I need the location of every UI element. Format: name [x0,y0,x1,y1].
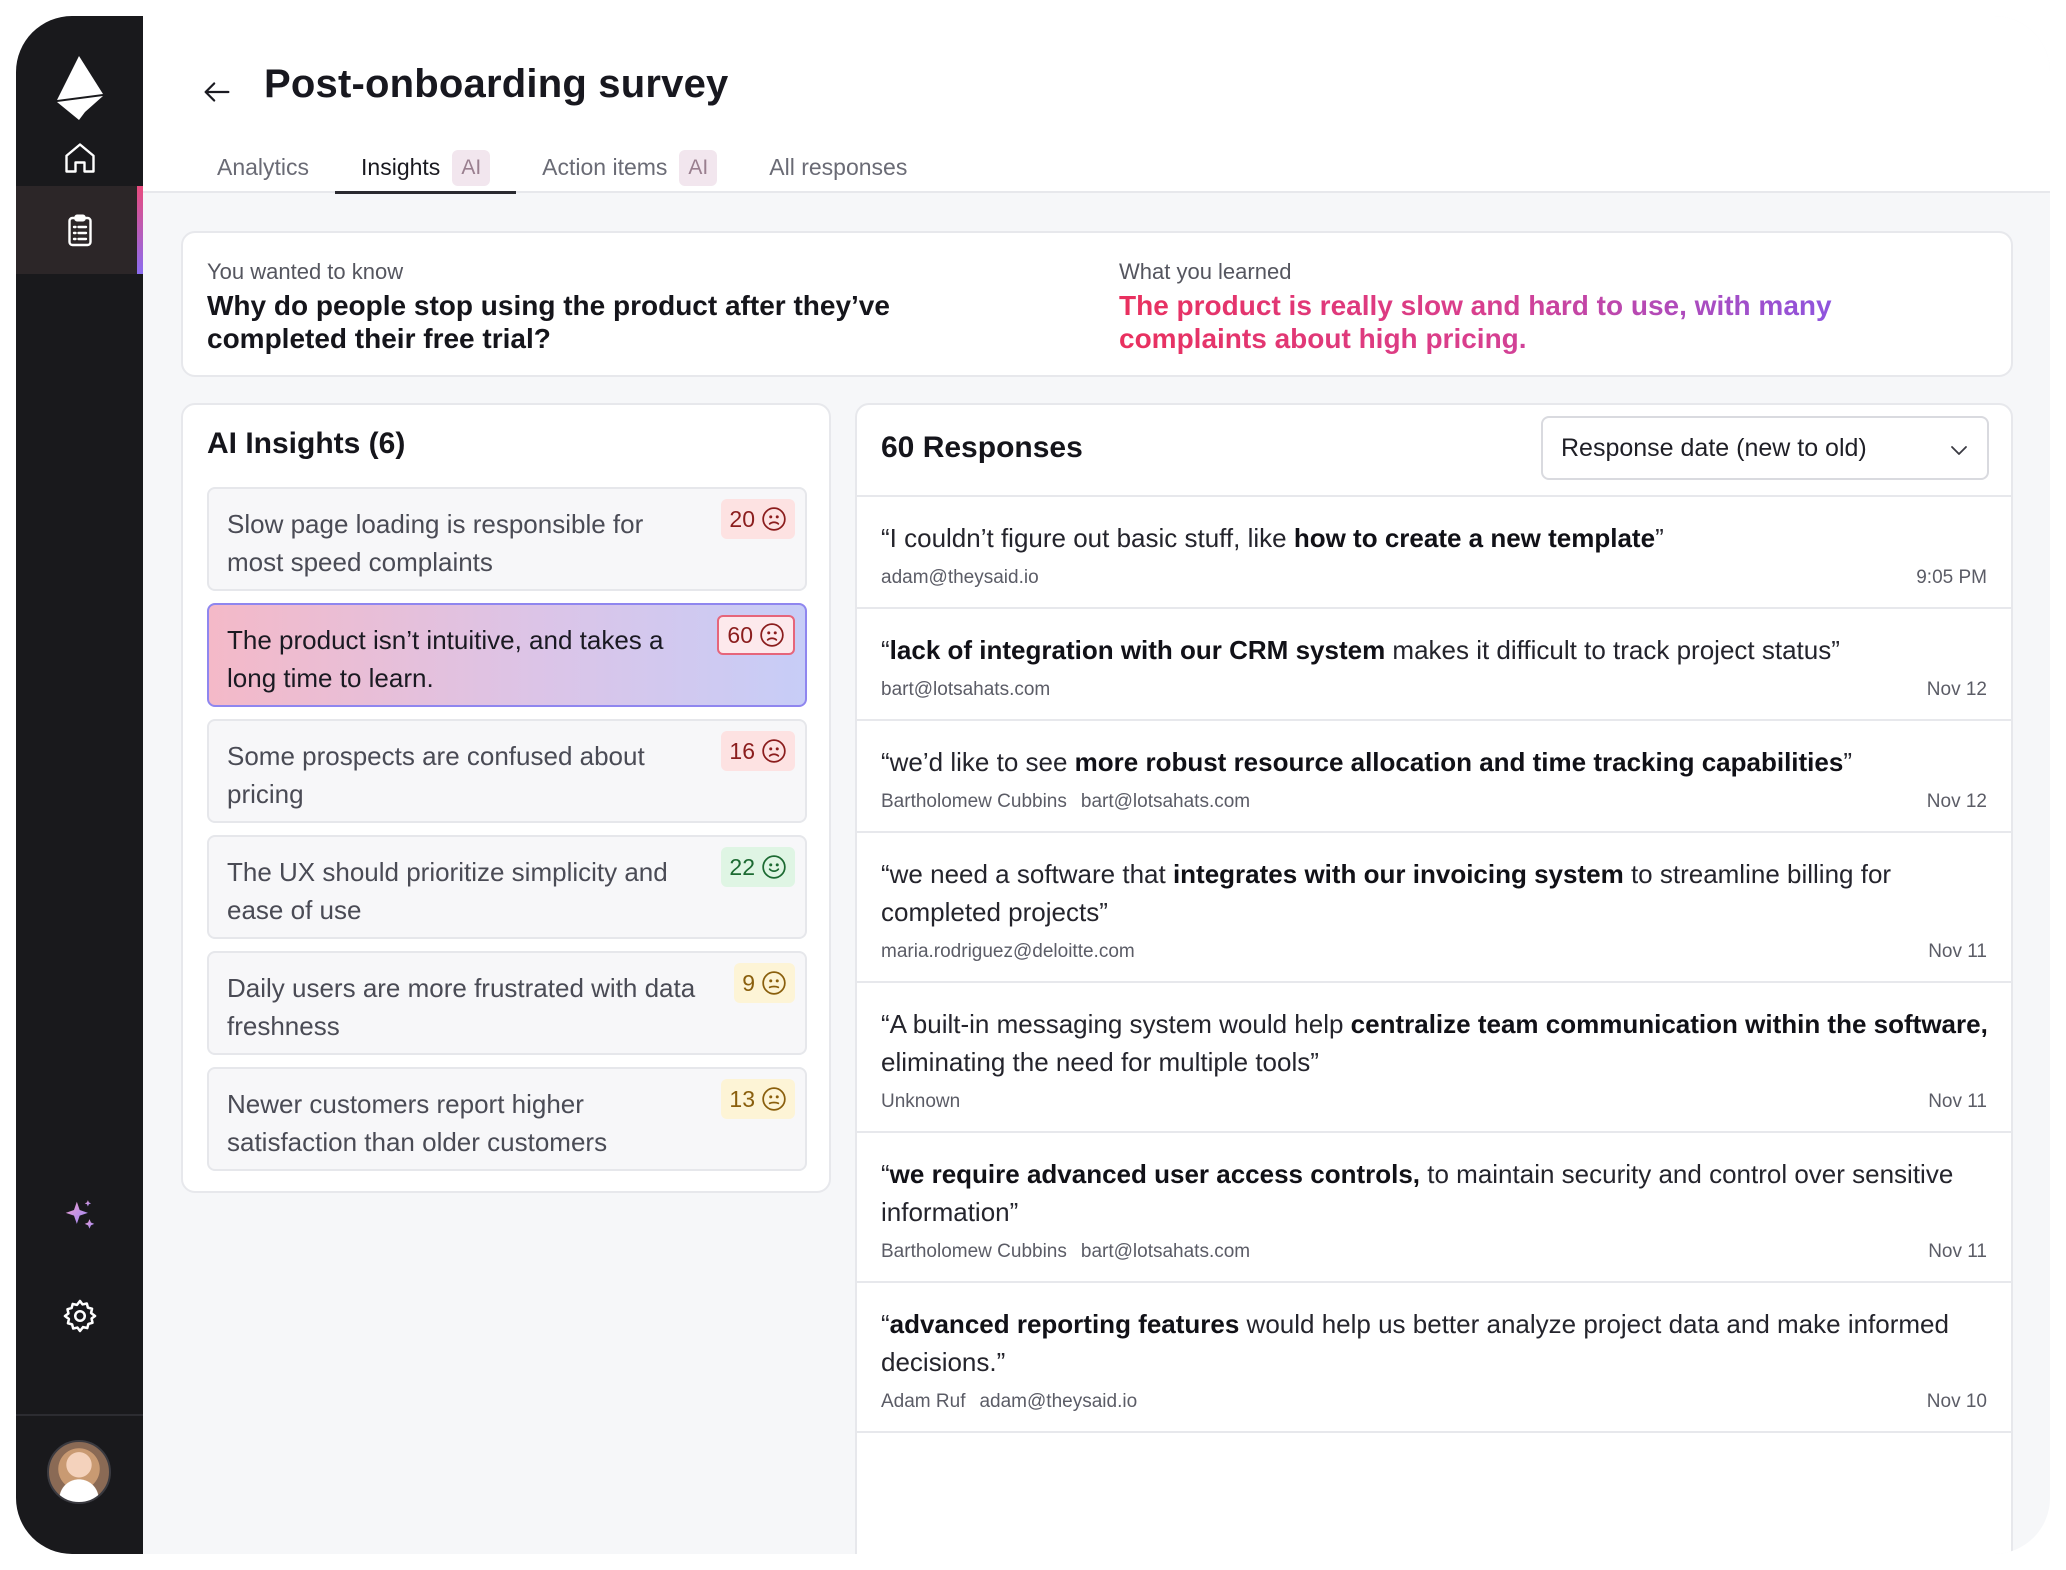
responses-panel [855,403,2013,1554]
response-meta [881,791,1987,831]
insights-title: AI Insights (6) [207,427,406,460]
response-item[interactable] [857,1283,2011,1433]
respondent-email: Unknown [881,1091,961,1112]
insight-item[interactable] [207,487,807,591]
neutral-face-icon [761,1086,787,1112]
insight-text: Some prospects are confused about pricing [227,741,645,809]
response-quote: “we require advanced user access controls, to maintain security and control over sensitive information” [881,1159,1954,1227]
respondent-email: maria.rodriguez@deloitte.com [881,941,1135,962]
header [143,16,2050,193]
tab-label: All responses [769,154,908,180]
tab-all-responses[interactable] [743,138,933,193]
sidebar-divider [16,1414,143,1416]
sad-face-icon [761,506,787,532]
response-date: Nov 10 [1926,1391,1987,1412]
respondent-email: adam@theysaid.io [979,1391,1138,1412]
tab-label: Analytics [217,154,310,180]
main-content [143,16,2050,1554]
response-date: Nov 11 [1928,1241,1987,1262]
insight-item[interactable] [207,835,807,939]
response-date: Nov 11 [1928,1091,1987,1112]
respondent-name: Bartholomew Cubbins [881,1241,1067,1262]
sidebar-item-ai[interactable] [16,1172,143,1260]
response-item[interactable] [857,721,2011,833]
response-item[interactable] [857,833,2011,983]
response-meta [881,1391,1987,1431]
response-quote: “A built-in messaging system would help centralize team communication within the software, eliminating the need for multiple tools” [881,1009,1988,1077]
response-quote: “we need a software that integrates with our invoicing system to streamline billing for completed projects” [881,859,1892,927]
insight-text: Slow page loading is responsible for most speed complaints [227,509,644,577]
gear-icon [61,1297,99,1335]
sad-face-icon [759,622,785,648]
response-meta [881,1241,1987,1281]
insight-count: 20 [729,505,755,532]
insight-count-badge [721,499,795,539]
tab-insights[interactable] [335,138,516,193]
response-meta [881,567,1987,607]
arrow-left-icon [200,75,234,109]
insights-panel [181,403,831,1193]
response-meta [881,1091,1987,1131]
sidebar [16,16,143,1554]
insight-text: The UX should prioritize simplicity and ease of use [227,857,668,925]
insight-item[interactable] [207,951,807,1055]
response-item[interactable] [857,609,2011,721]
respondent-name: Bartholomew Cubbins [881,791,1067,812]
response-meta [881,941,1987,981]
response-date: 9:05 PM [1916,567,1987,588]
insight-count: 60 [727,621,753,648]
response-quote: “we’d like to see more robust resource allocation and time tracking capabilities” [881,747,1852,777]
insight-count-badge [721,847,795,887]
insight-count-badge [721,731,795,771]
insight-count-badge [721,1079,795,1119]
insight-text: The product isn’t intuitive, and takes a long time to learn. [227,625,664,693]
response-date: Nov 12 [1926,791,1987,812]
response-meta [881,679,1987,719]
response-quote: “lack of integration with our CRM system makes it difficult to track project status” [881,635,1840,665]
tab-label: Insights [361,154,441,180]
sidebar-item-surveys[interactable] [16,186,143,274]
insight-item[interactable] [207,1067,807,1171]
ai-tag: AI [679,150,717,186]
response-date: Nov 12 [1926,679,1987,700]
respondent-email: bart@lotsahats.com [881,679,1051,700]
sparkles-icon [61,1197,99,1235]
app-window [16,16,2050,1554]
respondent-email: adam@theysaid.io [881,567,1039,588]
home-icon [62,140,98,176]
ai-tag: AI [452,150,490,186]
response-item[interactable] [857,983,2011,1133]
response-quote: “I couldn’t figure out basic stuff, like how to create a new template” [881,523,1664,553]
response-quote: “advanced reporting features would help us better analyze project data and make informed decisions.” [881,1309,1949,1377]
summary-card [181,231,2013,377]
learned-text: The product is really slow and hard to use, with many complaints about high pricing. [1119,289,1919,355]
question-label: You wanted to know [207,259,404,284]
responses-title: 60 Responses [881,431,1083,464]
back-button[interactable] [197,72,237,112]
tab-analytics[interactable] [191,138,335,193]
insight-count: 22 [729,853,755,880]
insight-count-badge [734,963,795,1003]
sad-face-icon [761,738,787,764]
insight-count: 16 [729,737,755,764]
learned-label: What you learned [1119,259,1292,284]
neutral-face-icon [761,970,787,996]
tab-label: Action items [542,154,668,180]
logo[interactable] [49,52,109,120]
clipboard-icon [62,212,98,248]
insight-item-selected[interactable] [207,603,807,707]
insight-item[interactable] [207,719,807,823]
response-item[interactable] [857,1133,2011,1283]
page-title: Post-onboarding survey [264,62,729,106]
insight-text: Newer customers report higher satisfaction than older customers [227,1089,608,1157]
insight-count: 9 [742,969,755,996]
respondent-name: Adam Ruf [881,1391,966,1412]
question-text: Why do people stop using the product after they’ve completed their free trial? [207,290,890,354]
respondent-email: bart@lotsahats.com [1080,791,1251,812]
happy-face-icon [761,854,787,880]
sort-label: Response date (new to old) [1561,433,1867,462]
response-item[interactable] [857,497,2011,609]
chevron-down-icon [1947,438,1971,462]
sidebar-item-settings[interactable] [16,1272,143,1360]
tab-bar [191,138,933,193]
insight-text: Daily users are more frustrated with data freshness [227,973,696,1041]
sort-dropdown[interactable] [1541,416,1989,480]
response-list [857,495,2011,1433]
respondent-email: bart@lotsahats.com [1080,1241,1251,1262]
insight-count: 13 [729,1085,755,1112]
tab-action-items[interactable] [516,138,743,193]
insight-count-badge [717,615,795,655]
avatar[interactable] [47,1440,111,1504]
response-date: Nov 11 [1928,941,1987,962]
